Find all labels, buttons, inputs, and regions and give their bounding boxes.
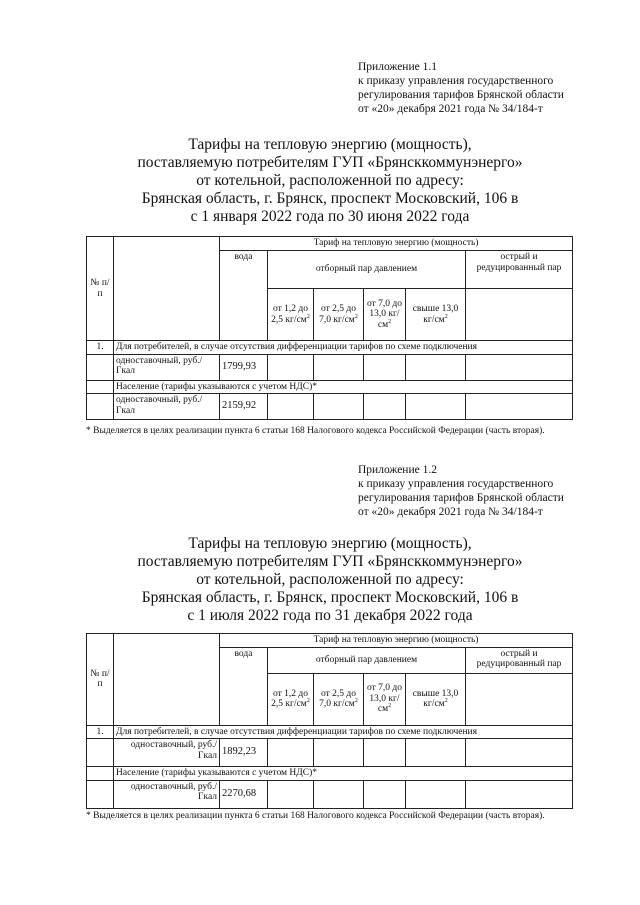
appendix-date: от «20» декабря 2021 года № 34/184-т [358, 506, 543, 518]
title-line: от котельной, расположенной по адресу: [196, 172, 464, 189]
title-period: с 1 января 2022 года по 30 июня 2022 года [190, 208, 470, 225]
section-population: Население (тарифы указываются с учетом НДС)* [114, 380, 573, 394]
pressure-3-header: от 7,0 до 13,0 $кг/см^2$ [364, 673, 406, 725]
document-title-2 [60, 535, 600, 625]
steam-header: отборный пар давлением [268, 251, 466, 289]
pressure-2-header: от 2,5 до 7,0 $кг/см^2$ [314, 289, 364, 341]
title-line: Тарифы на тепловую энергию (мощность), [188, 535, 472, 552]
pressure-4-header: свыше 13,0 $кг/см^2$ [406, 673, 466, 725]
tariff-value-vat: 2270,68 [220, 780, 268, 808]
title-line: поставляемую потребителям ГУП «Брянсккоммунэнерго» [137, 553, 523, 570]
footnote-1: * Выделяется в целях реализации пункта 6 статьи 168 Налогового кодекса Российской Федерации (часть вторая). [86, 426, 545, 436]
title-line: Брянская область, г. Брянск, проспект Московский, 106 в [141, 190, 519, 207]
rate-label: одноставочный, руб./Гкал [114, 394, 220, 420]
pressure-3-header: от 7,0 до 13,0 $кг/см^2$ [364, 289, 406, 341]
document-title-1 [60, 136, 600, 226]
title-line: от котельной, расположенной по адресу: [196, 571, 464, 588]
section-consumers: Для потребителей, в случае отсутствия дифференциации тарифов по схеме подключения [114, 725, 573, 739]
appendix-line: к приказу управления государственного [358, 75, 554, 87]
empty-cell [87, 380, 114, 394]
appendix-number: Приложение 1.2 [358, 464, 437, 476]
appendix-line: к приказу управления государственного [358, 478, 554, 490]
pressure-4-header: свыше 13,0 $кг/см^2$ [406, 289, 466, 341]
empty-cell [87, 354, 114, 380]
appendix-number: Приложение 1.1 [358, 61, 437, 73]
tariff-value: 1892,23 [220, 739, 268, 767]
water-header: вода [220, 251, 268, 341]
rate-label: одноставочный, руб./Гкал [114, 354, 220, 380]
num-header: № п/п [87, 237, 114, 341]
tariff-value-vat: 2159,92 [220, 394, 268, 420]
tariff-header: Тариф на тепловую энергию (мощность) [220, 634, 573, 648]
section-population: Население (тарифы указываются с учетом НДС)* [114, 767, 573, 781]
title-line: Брянская область, г. Брянск, проспект Московский, 106 в [141, 589, 519, 606]
title-line: поставляемую потребителям ГУП «Брянсккоммунэнерго» [137, 154, 523, 171]
num-header: № п/п [87, 634, 114, 726]
section-consumers: Для потребителей, в случае отсутствия дифференциации тарифов по схеме подключения [114, 341, 573, 355]
footnote-2: * Выделяется в целях реализации пункта 6 статьи 168 Налогового кодекса Российской Федерации (часть вторая). [86, 811, 545, 821]
title-period: с 1 июля 2022 года по 31 декабря 2022 года [187, 607, 473, 624]
steam-header: отборный пар давлением [268, 647, 466, 673]
empty-cell [87, 780, 114, 808]
appendix-line: регулирования тарифов Брянской области [358, 89, 564, 101]
appendix-line: регулирования тарифов Брянской области [358, 492, 564, 504]
appendix-header-2 [358, 463, 564, 519]
rate-label: одноставочный, руб./Гкал [114, 739, 220, 767]
row-number: 1. [87, 725, 114, 739]
tariff-table-1 [86, 236, 573, 420]
water-header: вода [220, 647, 268, 725]
empty-cell [466, 289, 573, 341]
empty-cell [114, 237, 220, 341]
empty-cell [87, 767, 114, 781]
sharp-steam-header: острый и редуцированный пар [466, 647, 573, 673]
empty-cell [466, 673, 573, 725]
tariff-value: 1799,93 [220, 354, 268, 380]
pressure-1-header: от 1,2 до 2,5 $кг/см^2$ [268, 673, 314, 725]
row-number: 1. [87, 341, 114, 355]
pressure-1-header: от 1,2 до 2,5 $кг/см^2$ [268, 289, 314, 341]
empty-cell [114, 634, 220, 726]
title-line: Тарифы на тепловую энергию (мощность), [188, 136, 472, 153]
appendix-date: от «20» декабря 2021 года № 34/184-т [358, 103, 543, 115]
appendix-header-1 [358, 60, 564, 116]
sharp-steam-header: острый и редуцированный пар [466, 251, 573, 289]
tariff-table-2 [86, 633, 573, 809]
empty-cell [87, 394, 114, 420]
pressure-2-header: от 2,5 до 7,0 $кг/см^2$ [314, 673, 364, 725]
empty-cell [87, 739, 114, 767]
rate-label: одноставочный, руб./Гкал [114, 780, 220, 808]
tariff-header: Тариф на тепловую энергию (мощность) [220, 237, 573, 251]
